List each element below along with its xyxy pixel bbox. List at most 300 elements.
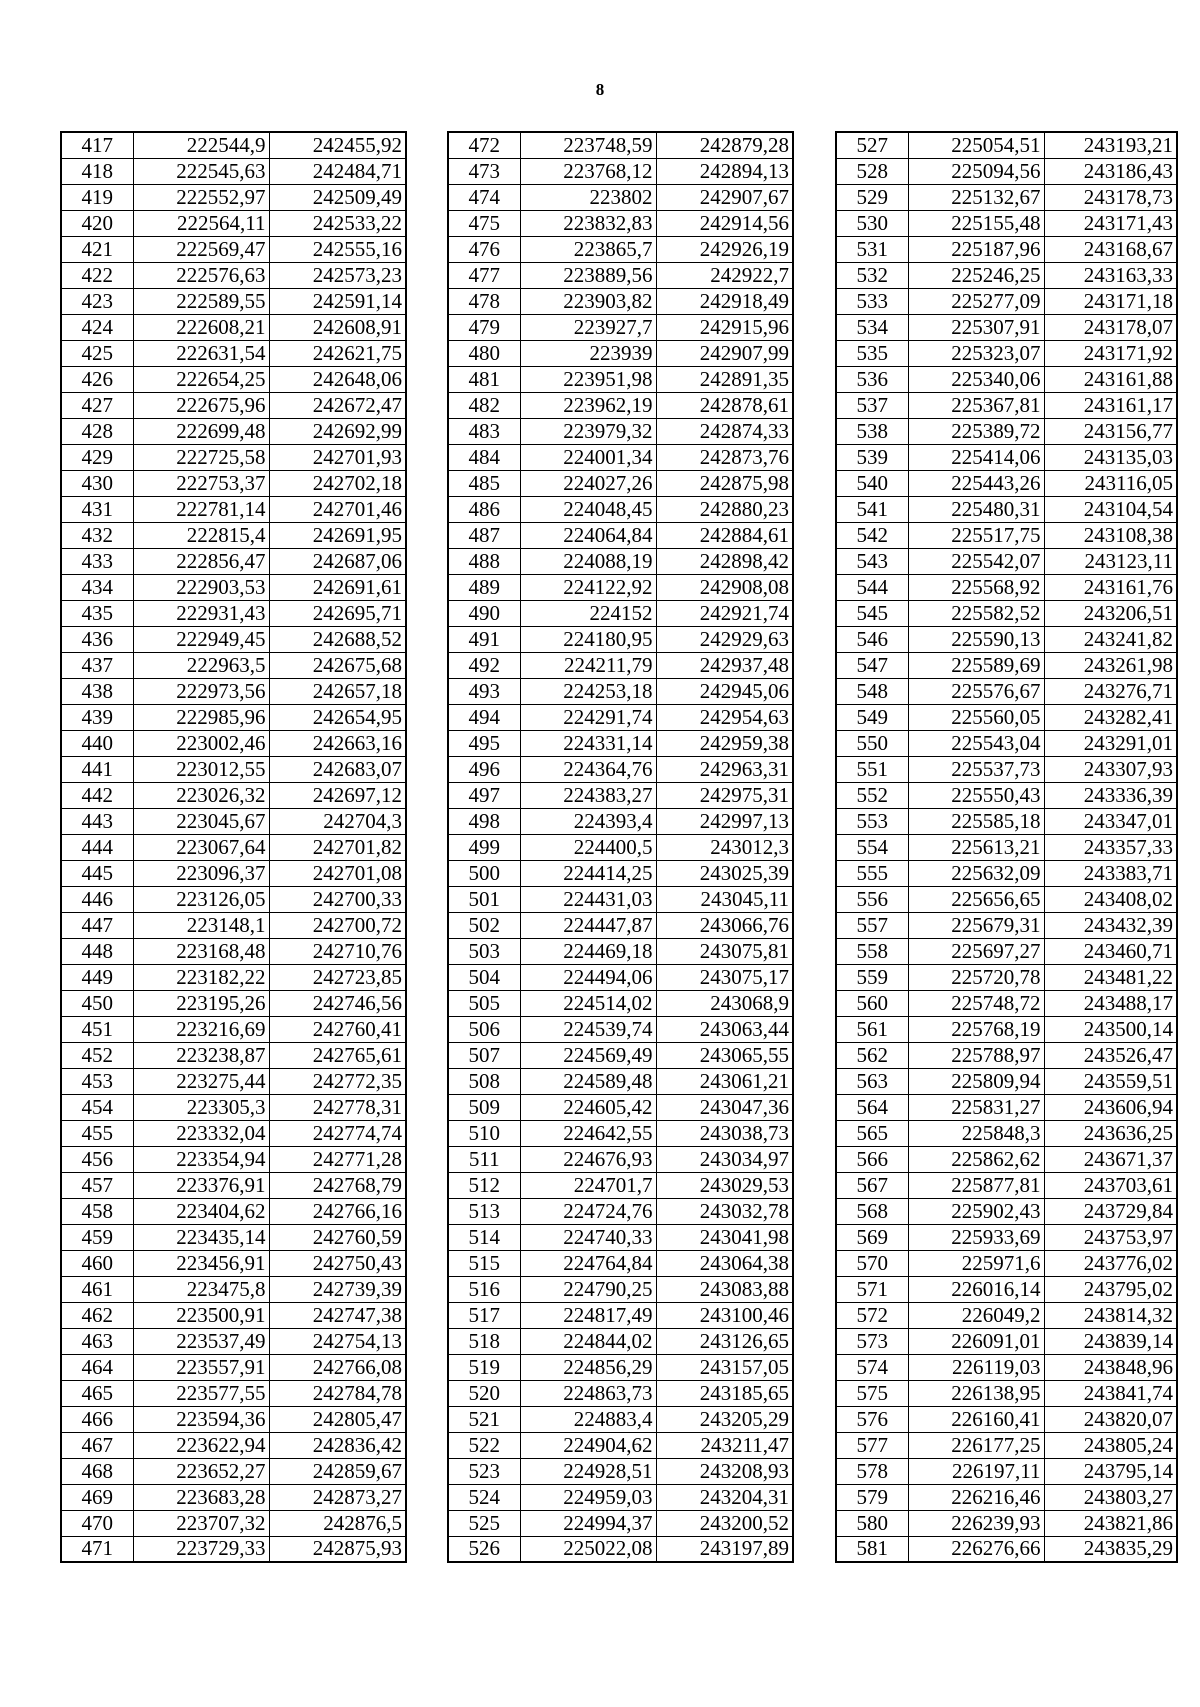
y-coordinate-cell: 243075,81	[656, 938, 793, 964]
y-coordinate-cell: 243753,97	[1044, 1224, 1177, 1250]
point-number-cell: 577	[836, 1432, 908, 1458]
x-coordinate-cell: 224844,02	[520, 1328, 656, 1354]
y-coordinate-cell: 242484,71	[269, 158, 406, 184]
x-coordinate-cell: 225054,51	[908, 132, 1044, 158]
y-coordinate-cell: 242774,74	[269, 1120, 406, 1146]
point-number-cell: 513	[448, 1198, 520, 1224]
y-coordinate-cell: 243161,88	[1044, 366, 1177, 392]
point-number-cell: 448	[61, 938, 133, 964]
y-coordinate-cell: 243206,51	[1044, 600, 1177, 626]
table-row	[836, 522, 1177, 548]
y-coordinate-cell: 243671,37	[1044, 1146, 1177, 1172]
table-row	[448, 1276, 793, 1302]
y-coordinate-cell: 242768,79	[269, 1172, 406, 1198]
table-row	[448, 1510, 793, 1536]
x-coordinate-cell: 224883,4	[520, 1406, 656, 1432]
point-number-cell: 530	[836, 210, 908, 236]
table-row	[836, 1042, 1177, 1068]
y-coordinate-cell: 243029,53	[656, 1172, 793, 1198]
y-coordinate-cell: 243282,41	[1044, 704, 1177, 730]
table-row	[836, 1406, 1177, 1432]
point-number-cell: 531	[836, 236, 908, 262]
y-coordinate-cell: 243821,86	[1044, 1510, 1177, 1536]
y-coordinate-cell: 242894,13	[656, 158, 793, 184]
x-coordinate-cell: 226239,93	[908, 1510, 1044, 1536]
y-coordinate-cell: 243241,82	[1044, 626, 1177, 652]
y-coordinate-cell: 242959,38	[656, 730, 793, 756]
table-row	[61, 444, 406, 470]
x-coordinate-cell: 226177,25	[908, 1432, 1044, 1458]
y-coordinate-cell: 242805,47	[269, 1406, 406, 1432]
point-number-cell: 475	[448, 210, 520, 236]
y-coordinate-cell: 242766,16	[269, 1198, 406, 1224]
y-coordinate-cell: 243163,33	[1044, 262, 1177, 288]
x-coordinate-cell: 223889,56	[520, 262, 656, 288]
table-row	[836, 444, 1177, 470]
table-row	[836, 1510, 1177, 1536]
point-number-cell: 576	[836, 1406, 908, 1432]
x-coordinate-cell: 224676,93	[520, 1146, 656, 1172]
table-row	[836, 600, 1177, 626]
point-number-cell: 489	[448, 574, 520, 600]
x-coordinate-cell: 225389,72	[908, 418, 1044, 444]
x-coordinate-cell: 225414,06	[908, 444, 1044, 470]
table-row	[836, 1432, 1177, 1458]
y-coordinate-cell: 242621,75	[269, 340, 406, 366]
table-row	[836, 1068, 1177, 1094]
table-row	[61, 964, 406, 990]
table-row	[61, 340, 406, 366]
y-coordinate-cell: 242929,63	[656, 626, 793, 652]
point-number-cell: 507	[448, 1042, 520, 1068]
y-coordinate-cell: 242663,16	[269, 730, 406, 756]
table-row	[836, 938, 1177, 964]
point-number-cell: 434	[61, 574, 133, 600]
table-row	[61, 834, 406, 860]
table-row	[448, 574, 793, 600]
table-row	[61, 522, 406, 548]
y-coordinate-cell: 242876,5	[269, 1510, 406, 1536]
y-coordinate-cell: 242701,08	[269, 860, 406, 886]
x-coordinate-cell: 225543,04	[908, 730, 1044, 756]
table-row	[448, 756, 793, 782]
y-coordinate-cell: 242710,76	[269, 938, 406, 964]
point-number-cell: 437	[61, 652, 133, 678]
x-coordinate-cell: 223238,87	[133, 1042, 269, 1068]
y-coordinate-cell: 243291,01	[1044, 730, 1177, 756]
point-number-cell: 558	[836, 938, 908, 964]
x-coordinate-cell: 223707,32	[133, 1510, 269, 1536]
y-coordinate-cell: 242907,99	[656, 340, 793, 366]
point-number-cell: 503	[448, 938, 520, 964]
table-row	[836, 756, 1177, 782]
x-coordinate-cell: 222675,96	[133, 392, 269, 418]
point-number-cell: 454	[61, 1094, 133, 1120]
table-row	[836, 470, 1177, 496]
x-coordinate-cell: 223354,94	[133, 1146, 269, 1172]
x-coordinate-cell: 223622,94	[133, 1432, 269, 1458]
table-row	[61, 470, 406, 496]
x-coordinate-cell: 224863,73	[520, 1380, 656, 1406]
point-number-cell: 564	[836, 1094, 908, 1120]
point-number-cell: 420	[61, 210, 133, 236]
x-coordinate-cell: 224605,42	[520, 1094, 656, 1120]
y-coordinate-cell: 243038,73	[656, 1120, 793, 1146]
table-row	[448, 964, 793, 990]
table-row	[836, 730, 1177, 756]
point-number-cell: 429	[61, 444, 133, 470]
point-number-cell: 515	[448, 1250, 520, 1276]
point-number-cell: 462	[61, 1302, 133, 1328]
point-number-cell: 441	[61, 756, 133, 782]
table-row	[61, 574, 406, 600]
point-number-cell: 449	[61, 964, 133, 990]
table-row	[836, 392, 1177, 418]
point-number-cell: 425	[61, 340, 133, 366]
point-number-cell: 566	[836, 1146, 908, 1172]
x-coordinate-cell: 223500,91	[133, 1302, 269, 1328]
y-coordinate-cell: 243135,03	[1044, 444, 1177, 470]
x-coordinate-cell: 225537,73	[908, 756, 1044, 782]
y-coordinate-cell: 243104,54	[1044, 496, 1177, 522]
table-row	[836, 340, 1177, 366]
table-row	[836, 964, 1177, 990]
table-row	[836, 1250, 1177, 1276]
x-coordinate-cell: 222931,43	[133, 600, 269, 626]
y-coordinate-cell: 242778,31	[269, 1094, 406, 1120]
table-row	[836, 1458, 1177, 1484]
point-number-cell: 529	[836, 184, 908, 210]
y-coordinate-cell: 243408,02	[1044, 886, 1177, 912]
y-coordinate-cell: 243083,88	[656, 1276, 793, 1302]
x-coordinate-cell: 223979,32	[520, 418, 656, 444]
table-row	[448, 1198, 793, 1224]
x-coordinate-cell: 224642,55	[520, 1120, 656, 1146]
point-number-cell: 439	[61, 704, 133, 730]
table-row	[448, 886, 793, 912]
y-coordinate-cell: 243814,32	[1044, 1302, 1177, 1328]
table-row	[448, 600, 793, 626]
table-row	[836, 132, 1177, 158]
y-coordinate-cell: 243045,11	[656, 886, 793, 912]
table-row	[61, 1016, 406, 1042]
table-row	[448, 340, 793, 366]
x-coordinate-cell: 223126,05	[133, 886, 269, 912]
x-coordinate-cell: 224122,92	[520, 574, 656, 600]
point-number-cell: 572	[836, 1302, 908, 1328]
table-row	[448, 1224, 793, 1250]
table-row	[448, 418, 793, 444]
point-number-cell: 471	[61, 1536, 133, 1562]
y-coordinate-cell: 243795,02	[1044, 1276, 1177, 1302]
x-coordinate-cell: 222949,45	[133, 626, 269, 652]
x-coordinate-cell: 225022,08	[520, 1536, 656, 1562]
y-coordinate-cell: 243776,02	[1044, 1250, 1177, 1276]
y-coordinate-cell: 242859,67	[269, 1458, 406, 1484]
point-number-cell: 514	[448, 1224, 520, 1250]
table-row	[448, 522, 793, 548]
y-coordinate-cell: 243193,21	[1044, 132, 1177, 158]
point-number-cell: 568	[836, 1198, 908, 1224]
table-row	[448, 496, 793, 522]
y-coordinate-cell: 243161,17	[1044, 392, 1177, 418]
y-coordinate-cell: 243526,47	[1044, 1042, 1177, 1068]
table-row	[61, 1068, 406, 1094]
point-number-cell: 579	[836, 1484, 908, 1510]
table-row	[448, 990, 793, 1016]
table-row	[61, 1380, 406, 1406]
y-coordinate-cell: 242700,33	[269, 886, 406, 912]
x-coordinate-cell: 223376,91	[133, 1172, 269, 1198]
point-number-cell: 490	[448, 600, 520, 626]
x-coordinate-cell: 224856,29	[520, 1354, 656, 1380]
table-row	[448, 1484, 793, 1510]
point-number-cell: 506	[448, 1016, 520, 1042]
point-number-cell: 538	[836, 418, 908, 444]
table-row	[61, 1224, 406, 1250]
point-number-cell: 486	[448, 496, 520, 522]
table-row	[61, 1250, 406, 1276]
x-coordinate-cell: 223594,36	[133, 1406, 269, 1432]
y-coordinate-cell: 243171,43	[1044, 210, 1177, 236]
table-row	[836, 1120, 1177, 1146]
coordinate-table-1	[60, 131, 407, 1563]
point-number-cell: 431	[61, 496, 133, 522]
x-coordinate-cell: 222725,58	[133, 444, 269, 470]
x-coordinate-cell: 225094,56	[908, 158, 1044, 184]
y-coordinate-cell: 242695,71	[269, 600, 406, 626]
point-number-cell: 551	[836, 756, 908, 782]
y-coordinate-cell: 242875,93	[269, 1536, 406, 1562]
table-row	[836, 496, 1177, 522]
x-coordinate-cell: 225307,91	[908, 314, 1044, 340]
point-number-cell: 498	[448, 808, 520, 834]
point-number-cell: 469	[61, 1484, 133, 1510]
point-number-cell: 504	[448, 964, 520, 990]
y-coordinate-cell: 242945,06	[656, 678, 793, 704]
point-number-cell: 519	[448, 1354, 520, 1380]
y-coordinate-cell: 242873,27	[269, 1484, 406, 1510]
point-number-cell: 574	[836, 1354, 908, 1380]
y-coordinate-cell: 243488,17	[1044, 990, 1177, 1016]
point-number-cell: 540	[836, 470, 908, 496]
y-coordinate-cell: 242675,68	[269, 652, 406, 678]
x-coordinate-cell: 223951,98	[520, 366, 656, 392]
x-coordinate-cell: 222753,37	[133, 470, 269, 496]
x-coordinate-cell: 223404,62	[133, 1198, 269, 1224]
x-coordinate-cell: 223939	[520, 340, 656, 366]
table-row	[836, 1302, 1177, 1328]
point-number-cell: 523	[448, 1458, 520, 1484]
table-row	[61, 1328, 406, 1354]
point-number-cell: 451	[61, 1016, 133, 1042]
y-coordinate-cell: 243357,33	[1044, 834, 1177, 860]
table-row	[836, 184, 1177, 210]
x-coordinate-cell: 223962,19	[520, 392, 656, 418]
y-coordinate-cell: 242700,72	[269, 912, 406, 938]
table-row	[61, 756, 406, 782]
table-row	[61, 886, 406, 912]
y-coordinate-cell: 243100,46	[656, 1302, 793, 1328]
point-number-cell: 532	[836, 262, 908, 288]
point-number-cell: 419	[61, 184, 133, 210]
point-number-cell: 580	[836, 1510, 908, 1536]
y-coordinate-cell: 243025,39	[656, 860, 793, 886]
x-coordinate-cell: 224152	[520, 600, 656, 626]
page-number: 8	[595, 80, 605, 99]
point-number-cell: 446	[61, 886, 133, 912]
point-number-cell: 442	[61, 782, 133, 808]
table-row	[61, 1536, 406, 1562]
point-number-cell: 537	[836, 392, 908, 418]
y-coordinate-cell: 242937,48	[656, 652, 793, 678]
y-coordinate-cell: 242880,23	[656, 496, 793, 522]
coordinate-table-3	[835, 131, 1178, 1563]
y-coordinate-cell: 242754,13	[269, 1328, 406, 1354]
point-number-cell: 428	[61, 418, 133, 444]
table-row	[61, 262, 406, 288]
table-row	[448, 470, 793, 496]
x-coordinate-cell: 225788,97	[908, 1042, 1044, 1068]
point-number-cell: 525	[448, 1510, 520, 1536]
point-number-cell: 477	[448, 262, 520, 288]
y-coordinate-cell: 243034,97	[656, 1146, 793, 1172]
point-number-cell: 528	[836, 158, 908, 184]
table-row	[61, 236, 406, 262]
y-coordinate-cell: 243068,9	[656, 990, 793, 1016]
point-number-cell: 440	[61, 730, 133, 756]
y-coordinate-cell: 243559,51	[1044, 1068, 1177, 1094]
point-number-cell: 443	[61, 808, 133, 834]
y-coordinate-cell: 243307,93	[1044, 756, 1177, 782]
y-coordinate-cell: 243178,07	[1044, 314, 1177, 340]
point-number-cell: 492	[448, 652, 520, 678]
y-coordinate-cell: 243208,93	[656, 1458, 793, 1484]
y-coordinate-cell: 242907,67	[656, 184, 793, 210]
point-number-cell: 534	[836, 314, 908, 340]
x-coordinate-cell: 225590,13	[908, 626, 1044, 652]
x-coordinate-cell: 223045,67	[133, 808, 269, 834]
y-coordinate-cell: 242954,63	[656, 704, 793, 730]
x-coordinate-cell: 223216,69	[133, 1016, 269, 1042]
point-number-cell: 461	[61, 1276, 133, 1302]
point-number-cell: 433	[61, 548, 133, 574]
x-coordinate-cell: 223067,64	[133, 834, 269, 860]
table-row	[448, 548, 793, 574]
x-coordinate-cell: 225542,07	[908, 548, 1044, 574]
y-coordinate-cell: 242654,95	[269, 704, 406, 730]
x-coordinate-cell: 224331,14	[520, 730, 656, 756]
point-number-cell: 550	[836, 730, 908, 756]
point-number-cell: 479	[448, 314, 520, 340]
x-coordinate-cell: 225862,62	[908, 1146, 1044, 1172]
table-row	[836, 1328, 1177, 1354]
x-coordinate-cell: 224393,4	[520, 808, 656, 834]
table-row	[836, 1354, 1177, 1380]
y-coordinate-cell: 242875,98	[656, 470, 793, 496]
point-number-cell: 435	[61, 600, 133, 626]
y-coordinate-cell: 243065,55	[656, 1042, 793, 1068]
x-coordinate-cell: 223305,3	[133, 1094, 269, 1120]
x-coordinate-cell: 223768,12	[520, 158, 656, 184]
coordinate-table-2	[447, 131, 794, 1563]
point-number-cell: 458	[61, 1198, 133, 1224]
table-row	[448, 1094, 793, 1120]
x-coordinate-cell: 224447,87	[520, 912, 656, 938]
y-coordinate-cell: 242701,93	[269, 444, 406, 470]
y-coordinate-cell: 243841,74	[1044, 1380, 1177, 1406]
table-row	[61, 1406, 406, 1432]
point-number-cell: 547	[836, 652, 908, 678]
table-row	[61, 938, 406, 964]
y-coordinate-cell: 242691,61	[269, 574, 406, 600]
x-coordinate-cell: 224364,76	[520, 756, 656, 782]
y-coordinate-cell: 242573,23	[269, 262, 406, 288]
table-row	[448, 1458, 793, 1484]
table-row	[61, 600, 406, 626]
point-number-cell: 543	[836, 548, 908, 574]
table-row	[836, 678, 1177, 704]
table-row	[836, 1146, 1177, 1172]
table-row	[61, 704, 406, 730]
table-row	[836, 1224, 1177, 1250]
point-number-cell: 427	[61, 392, 133, 418]
x-coordinate-cell: 224400,5	[520, 834, 656, 860]
x-coordinate-cell: 224211,79	[520, 652, 656, 678]
y-coordinate-cell: 243186,43	[1044, 158, 1177, 184]
table-row	[61, 1484, 406, 1510]
table-row	[61, 1198, 406, 1224]
y-coordinate-cell: 243171,18	[1044, 288, 1177, 314]
table-row	[836, 886, 1177, 912]
table-row	[836, 912, 1177, 938]
x-coordinate-cell: 226160,41	[908, 1406, 1044, 1432]
y-coordinate-cell: 242891,35	[656, 366, 793, 392]
x-coordinate-cell: 222589,55	[133, 288, 269, 314]
table-row	[836, 262, 1177, 288]
y-coordinate-cell: 243383,71	[1044, 860, 1177, 886]
x-coordinate-cell: 223832,83	[520, 210, 656, 236]
x-coordinate-cell: 222654,25	[133, 366, 269, 392]
x-coordinate-cell: 225550,43	[908, 782, 1044, 808]
point-number-cell: 567	[836, 1172, 908, 1198]
y-coordinate-cell: 242750,43	[269, 1250, 406, 1276]
table-row	[836, 1172, 1177, 1198]
point-number-cell: 495	[448, 730, 520, 756]
table-row	[448, 1068, 793, 1094]
table-row	[61, 496, 406, 522]
table-row	[61, 1276, 406, 1302]
x-coordinate-cell: 226138,95	[908, 1380, 1044, 1406]
point-number-cell: 509	[448, 1094, 520, 1120]
table-row	[448, 1120, 793, 1146]
point-number-cell: 465	[61, 1380, 133, 1406]
table-row	[448, 392, 793, 418]
point-number-cell: 463	[61, 1328, 133, 1354]
y-coordinate-cell: 243116,05	[1044, 470, 1177, 496]
table-row	[448, 132, 793, 158]
point-number-cell: 522	[448, 1432, 520, 1458]
x-coordinate-cell: 223002,46	[133, 730, 269, 756]
x-coordinate-cell: 226016,14	[908, 1276, 1044, 1302]
y-coordinate-cell: 243075,17	[656, 964, 793, 990]
x-coordinate-cell: 222903,53	[133, 574, 269, 600]
x-coordinate-cell: 225589,69	[908, 652, 1044, 678]
table-row	[61, 1510, 406, 1536]
point-number-cell: 494	[448, 704, 520, 730]
y-coordinate-cell: 242874,33	[656, 418, 793, 444]
x-coordinate-cell: 224928,51	[520, 1458, 656, 1484]
